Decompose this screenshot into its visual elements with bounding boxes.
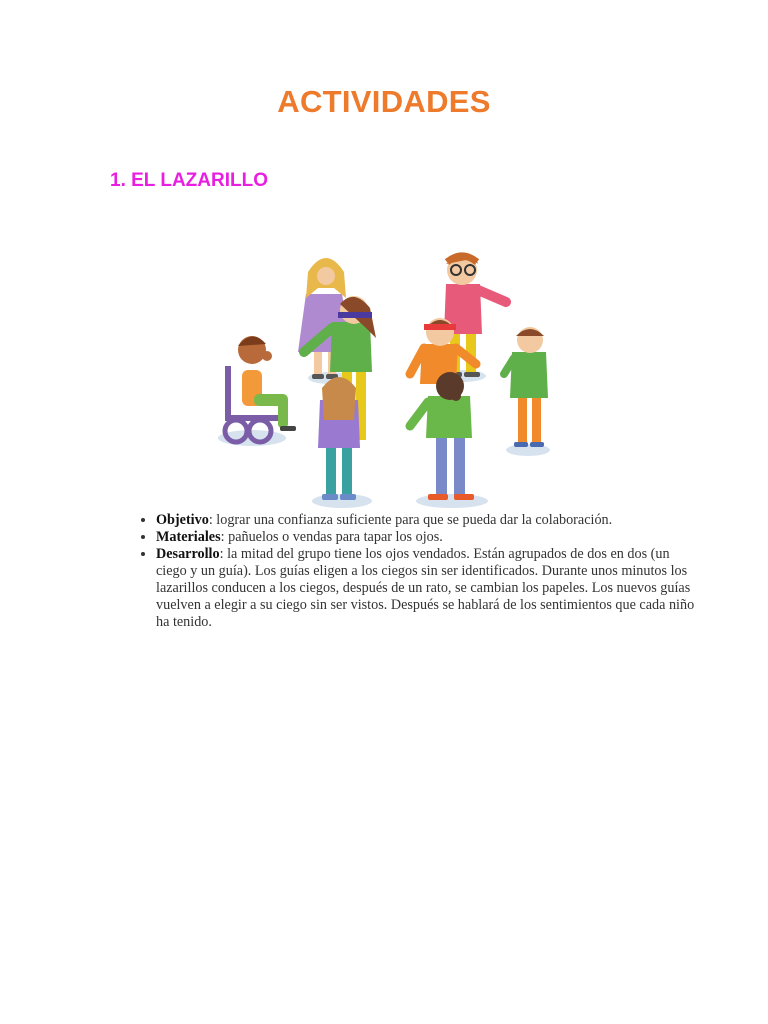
child-wheelchair xyxy=(225,336,296,442)
item-text: : lograr una confianza suficiente para que se pueda dar la colaboración. xyxy=(208,512,613,528)
section-heading: 1. EL LAZARILLO xyxy=(110,170,268,191)
child-back-lilac xyxy=(318,377,360,500)
child-green-jeans xyxy=(410,372,474,500)
list-item-materiales xyxy=(156,529,696,546)
item-text: : pañuelos o vendas para tapar los ojos. xyxy=(220,529,443,545)
term-label: Desarrollo xyxy=(156,546,220,562)
term-label: Materiales xyxy=(156,529,221,545)
child-green-orange xyxy=(504,327,548,447)
item-text: : la mitad del grupo tiene los ojos vendados. Están agrupados de dos en dos (un ciego y un guía). Los guías eligen a los ciegos sin ser identificados. Durante unos minutos los lazarillos conducen a los ciegos, después de un rato, se cambian los papeles. Los nuevos guías vuelven a elegir a su ciego sin ser vistos. Después se hablará de los sentimientos que cada niño ha tenido. xyxy=(156,546,695,630)
children-blindfold-game-illustration xyxy=(214,248,560,512)
page-title: ACTIVIDADES xyxy=(277,84,491,119)
term-label: Objetivo xyxy=(156,512,209,528)
list-item-objetivo xyxy=(156,512,696,529)
activity-details-list xyxy=(134,512,696,631)
list-item-desarrollo xyxy=(156,546,696,631)
